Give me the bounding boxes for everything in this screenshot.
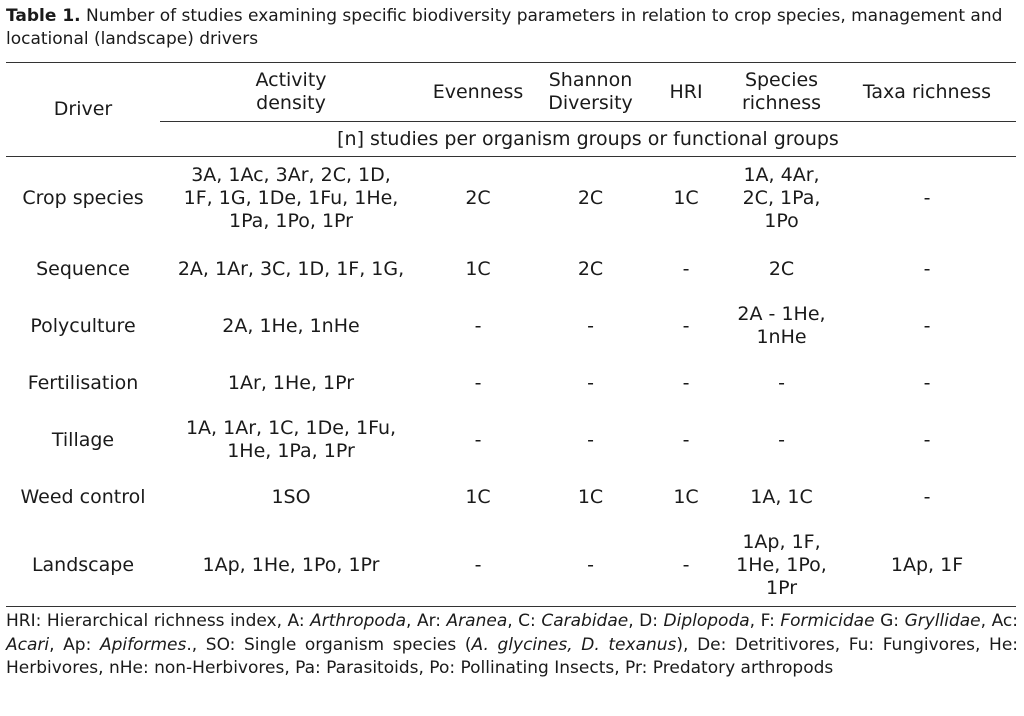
table-row — [6, 298, 1016, 355]
species-richness-cell: - — [778, 371, 785, 394]
activity-density-cell: 2A, 1Ar, 3C, 1D, 1F, 1G, — [177, 257, 405, 280]
driver-cell: Fertilisation — [27, 371, 139, 394]
header-hri: HRI — [669, 80, 703, 103]
shannon-cell: - — [587, 314, 594, 337]
hri-cell: - — [682, 554, 690, 577]
table-row — [6, 412, 1016, 469]
shannon-cell: - — [587, 371, 594, 394]
evenness-cell: - — [474, 371, 482, 394]
driver-cell: Landscape — [31, 554, 135, 577]
activity-density-cell: 1A, 1Ar, 1C, 1De, 1Fu, 1He, 1Pa, 1Pr — [185, 417, 397, 462]
shannon-cell: - — [587, 428, 594, 451]
header-shannon: Shannon Diversity — [548, 69, 633, 114]
hri-cell: - — [682, 257, 690, 280]
table-row — [6, 241, 1016, 298]
shannon-cell: - — [587, 554, 594, 577]
evenness-cell: 1C — [465, 257, 491, 280]
shannon-cell: 2C — [577, 187, 604, 210]
shannon-cell: 1C — [577, 485, 604, 508]
table-row — [6, 469, 1016, 526]
species-richness-cell: 1Ap, 1F, 1He, 1Po, 1Pr — [736, 531, 827, 600]
table-row — [6, 526, 1016, 607]
table-caption — [6, 5, 1018, 51]
species-richness-cell: 1A, 4Ar, 2C, 1Pa, 1Po — [742, 164, 821, 233]
evenness-cell: - — [474, 428, 482, 451]
taxa-richness-cell: - — [923, 485, 931, 508]
evenness-cell: - — [474, 554, 482, 577]
hri-cell: - — [682, 428, 690, 451]
header-taxa-richness: Taxa richness — [862, 80, 992, 103]
biodiversity-table — [6, 62, 1016, 607]
species-richness-cell: - — [778, 428, 785, 451]
driver-cell: Weed control — [20, 485, 146, 508]
driver-cell: Sequence — [36, 257, 130, 280]
caption-label: Table 1. — [6, 6, 81, 26]
activity-density-cell: 3A, 1Ac, 3Ar, 2C, 1D, 1F, 1G, 1De, 1Fu, 1He, 1Pa, 1Po, 1Pr — [183, 164, 399, 233]
driver-cell: Crop species — [22, 187, 144, 210]
hri-cell: 1C — [673, 485, 699, 508]
taxa-richness-cell: - — [923, 428, 931, 451]
header-driver: Driver — [53, 98, 113, 120]
caption-text: Number of studies examining specific biodiversity parameters in relation to crop species, management and locational (landscape) drivers — [6, 6, 1003, 49]
table-row — [6, 157, 1016, 241]
shannon-cell: 2C — [577, 257, 604, 280]
header-subheader: [n] studies per organism groups or functional groups — [160, 122, 1016, 157]
driver-cell: Tillage — [51, 428, 115, 451]
driver-cell: Polyculture — [30, 314, 136, 337]
evenness-cell: 1C — [465, 485, 491, 508]
activity-density-cell: 2A, 1He, 1nHe — [222, 314, 360, 337]
taxa-richness-cell: - — [923, 371, 931, 394]
activity-density-cell: 1Ar, 1He, 1Pr — [227, 371, 355, 394]
activity-density-cell: 1SO — [271, 485, 311, 508]
activity-density-cell: 1Ap, 1He, 1Po, 1Pr — [202, 554, 380, 577]
table-footnote: HRI: Hierarchical richness index, A: Arthropoda, Ar: Aranea, C: Carabidae, D: Diplopoda, F: Formicidae G: Gryllidae, Ac: Acari, Ap: Apiformes., SO: Single organism species (A. glycines, D. texanus), De: Detritivores, Fu: Fungivores, He: Herbivores, nHe: non-Herbivores, Pa: Parasitoids, Po: Pollinating Insects, Pr: Predatory arthropods — [6, 611, 1019, 678]
species-richness-cell: 2A - 1He, 1nHe — [737, 303, 826, 348]
header-activity-density: Activity density — [255, 69, 327, 114]
taxa-richness-cell: - — [923, 187, 931, 210]
taxa-richness-cell: - — [923, 257, 931, 280]
hri-cell: - — [682, 314, 690, 337]
taxa-richness-cell: - — [923, 314, 931, 337]
species-richness-cell: 1A, 1C — [750, 485, 813, 508]
evenness-cell: - — [474, 314, 482, 337]
hri-cell: 1C — [673, 187, 699, 210]
table-row — [6, 355, 1016, 412]
header-species-richness: Species richness — [741, 69, 822, 114]
evenness-cell: 2C — [465, 187, 491, 210]
taxa-richness-cell: 1Ap, 1F — [890, 554, 964, 577]
header-evenness: Evenness — [432, 80, 524, 103]
hri-cell: - — [682, 371, 690, 394]
species-richness-cell: 2C — [768, 257, 795, 280]
